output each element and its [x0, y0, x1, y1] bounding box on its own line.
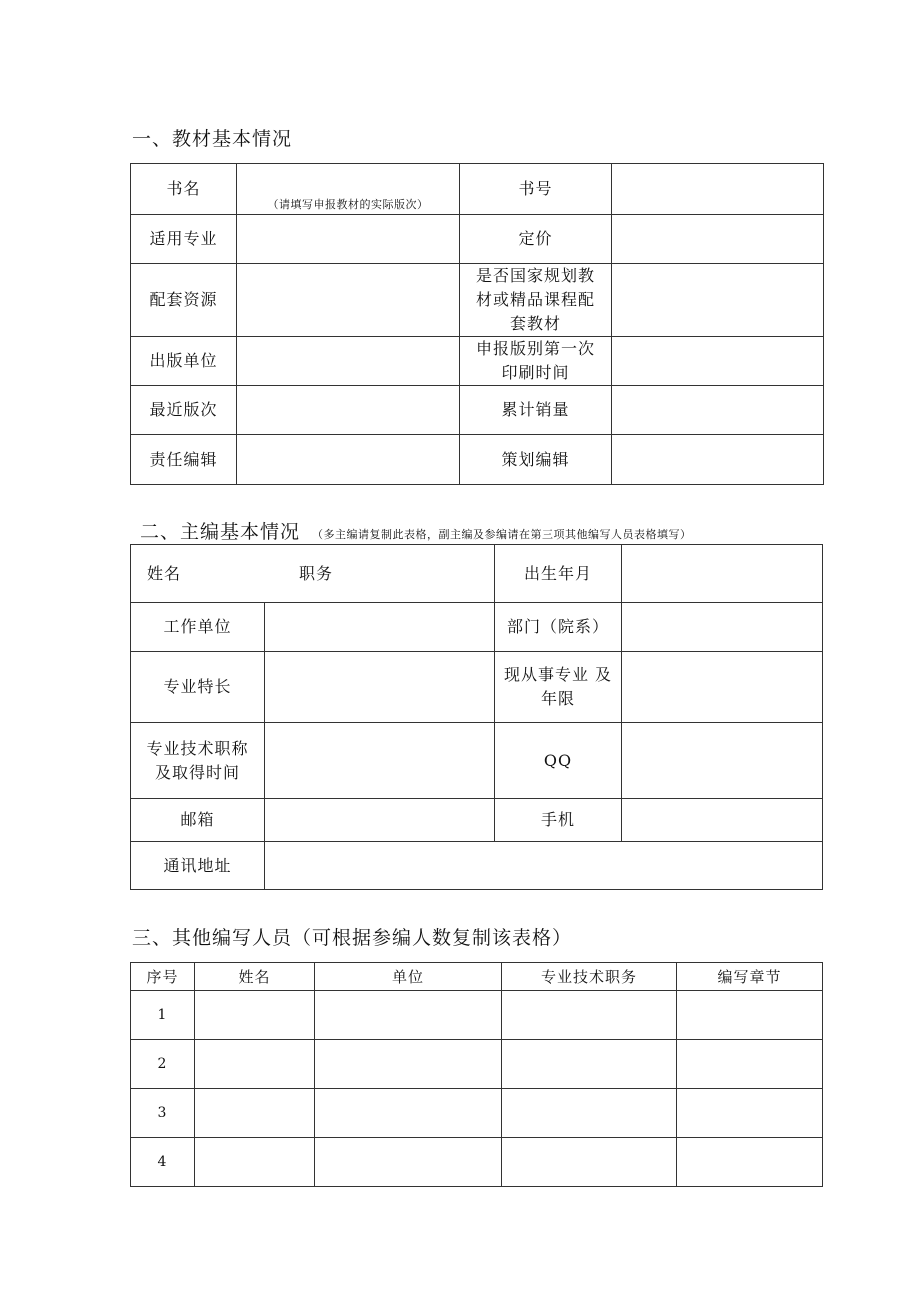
section3-title: 三、其他编写人员（可根据参编人数复制该表格）	[132, 927, 573, 949]
phone-field[interactable]	[622, 799, 823, 842]
label-editor: 责任编辑	[131, 435, 237, 485]
editor-field[interactable]	[237, 435, 460, 485]
row-chapter-field[interactable]	[677, 1138, 823, 1187]
label-book-name: 书名	[131, 164, 237, 215]
other-editors-table	[130, 962, 823, 1187]
title-field[interactable]	[265, 723, 495, 799]
major-field[interactable]	[237, 215, 460, 264]
resources-field[interactable]	[237, 264, 460, 337]
label-phone: 手机	[495, 799, 622, 842]
row-title-field[interactable]	[502, 1040, 677, 1089]
header-chapter: 编写章节	[677, 963, 823, 991]
label-specialty: 专业特长	[131, 652, 265, 723]
sales-field[interactable]	[612, 386, 824, 435]
row-index: 3	[131, 1089, 195, 1138]
row-chapter-field[interactable]	[677, 1089, 823, 1138]
first-print-field[interactable]	[612, 337, 824, 386]
name-position-cell[interactable]	[131, 545, 495, 603]
row-name-field[interactable]	[195, 991, 315, 1040]
table-row	[131, 1089, 823, 1138]
row-title-field[interactable]	[502, 1089, 677, 1138]
label-isbn: 书号	[460, 164, 612, 215]
row-title-field[interactable]	[502, 991, 677, 1040]
planning-editor-field[interactable]	[612, 435, 824, 485]
label-work-unit: 工作单位	[131, 603, 265, 652]
row-unit-field[interactable]	[315, 1089, 502, 1138]
row-chapter-field[interactable]	[677, 991, 823, 1040]
national-plan-field[interactable]	[612, 264, 824, 337]
header-name: 姓名	[195, 963, 315, 991]
qq-field[interactable]	[622, 723, 823, 799]
label-position: 职务	[299, 563, 334, 583]
label-address: 通讯地址	[131, 842, 265, 890]
label-sales: 累计销量	[460, 386, 612, 435]
row-unit-field[interactable]	[315, 1040, 502, 1089]
section2-title: 二、主编基本情况	[140, 521, 301, 543]
table-row	[131, 1040, 823, 1089]
label-qq: QQ	[495, 723, 622, 799]
label-resources: 配套资源	[131, 264, 237, 337]
row-unit-field[interactable]	[315, 1138, 502, 1187]
header-title: 专业技术职务	[502, 963, 677, 991]
label-latest-edition: 最近版次	[131, 386, 237, 435]
row-unit-field[interactable]	[315, 991, 502, 1040]
row-title-field[interactable]	[502, 1138, 677, 1187]
section2-note: （多主编请复制此表格，副主编及参编请在第三项其他编写人员表格填写）	[312, 528, 692, 541]
publisher-field[interactable]	[237, 337, 460, 386]
row-chapter-field[interactable]	[677, 1040, 823, 1089]
address-field[interactable]	[265, 842, 823, 890]
row-name-field[interactable]	[195, 1040, 315, 1089]
department-field[interactable]	[622, 603, 823, 652]
years-field[interactable]	[622, 652, 823, 723]
label-major: 适用专业	[131, 215, 237, 264]
label-planning-editor: 策划编辑	[460, 435, 612, 485]
label-title: 专业技术职称及取得时间	[131, 723, 265, 799]
email-field[interactable]	[265, 799, 495, 842]
label-department: 部门（院系）	[495, 603, 622, 652]
label-birth: 出生年月	[495, 545, 622, 603]
table-row	[131, 1138, 823, 1187]
latest-edition-field[interactable]	[237, 386, 460, 435]
work-unit-field[interactable]	[265, 603, 495, 652]
label-publisher: 出版单位	[131, 337, 237, 386]
header-unit: 单位	[315, 963, 502, 991]
book-name-field[interactable]	[237, 164, 460, 215]
header-index: 序号	[131, 963, 195, 991]
textbook-info-table	[130, 163, 824, 485]
label-first-print: 申报版别第一次印刷时间	[460, 337, 612, 386]
birth-field[interactable]	[622, 545, 823, 603]
label-national-plan: 是否国家规划教材或精品课程配套教材	[460, 264, 612, 337]
specialty-field[interactable]	[265, 652, 495, 723]
book-name-hint: （请填写申报教材的实际版次）	[267, 198, 429, 211]
isbn-field[interactable]	[612, 164, 824, 215]
section2-title-row	[140, 517, 692, 544]
label-years: 现从事专业 及年限	[495, 652, 622, 723]
label-email: 邮箱	[131, 799, 265, 842]
row-index: 2	[131, 1040, 195, 1089]
price-field[interactable]	[612, 215, 824, 264]
label-name: 姓名	[147, 563, 182, 583]
row-index: 4	[131, 1138, 195, 1187]
chief-editor-table	[130, 544, 823, 890]
row-index: 1	[131, 991, 195, 1040]
table-row	[131, 991, 823, 1040]
row-name-field[interactable]	[195, 1138, 315, 1187]
section1-title: 一、教材基本情况	[132, 128, 293, 150]
row-name-field[interactable]	[195, 1089, 315, 1138]
label-price: 定价	[460, 215, 612, 264]
